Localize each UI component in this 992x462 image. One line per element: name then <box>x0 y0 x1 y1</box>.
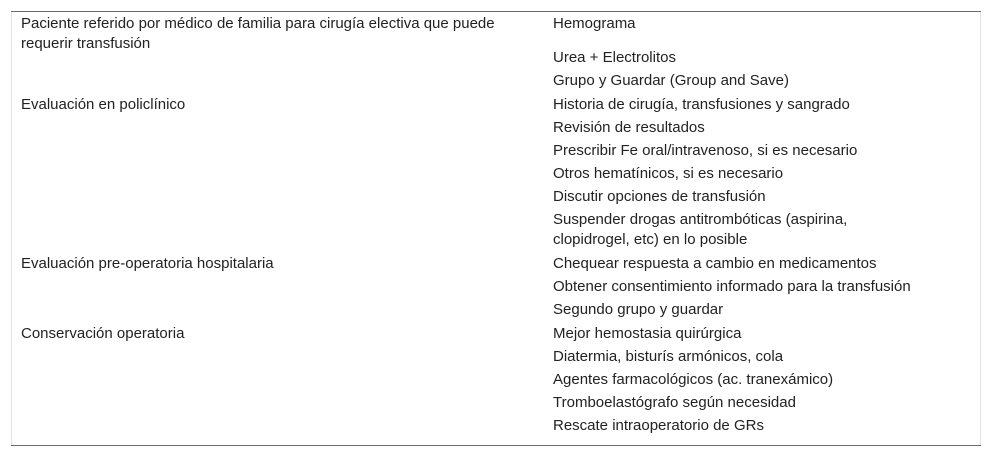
stage-cell: Paciente referido por médico de familia para cirugía electiva que puede requerir transfusión <box>21 15 495 52</box>
list-item: Diatermia, bisturís armónicos, cola <box>553 348 784 365</box>
list-item: Discutir opciones de transfusión <box>553 188 766 205</box>
list-item: Rescate intraoperatorio de GRs <box>553 417 764 434</box>
list-item: Segundo grupo y guardar <box>553 301 724 318</box>
list-item: Agentes farmacológicos (ac. tranexámico) <box>553 371 834 388</box>
transfusion-protocol-table <box>11 11 981 446</box>
list-item: Chequear respuesta a cambio en medicamentos <box>553 255 877 272</box>
table-row <box>11 254 981 324</box>
items-cell <box>542 254 980 323</box>
list-item: Historia de cirugía, transfusiones y sangrado <box>553 96 850 113</box>
list-item: Obtener consentimiento informado para la transfusión <box>553 278 911 295</box>
list-item: Otros hematínicos, si es necesario <box>553 165 784 182</box>
list-item: Mejor hemostasia quirúrgica <box>553 325 742 342</box>
stage-cell: Conservación operatoria <box>21 325 185 342</box>
list-item: Hemograma <box>553 15 636 32</box>
items-cell <box>542 324 980 439</box>
list-item: Tromboelastógrafo según necesidad <box>553 394 796 411</box>
list-item: Urea + Electrolitos <box>553 49 676 66</box>
table-row <box>11 12 981 95</box>
table-row <box>11 324 981 445</box>
list-item: Grupo y Guardar (Group and Save) <box>553 72 789 89</box>
list-item: Suspender drogas antitrombóticas (aspirina, clopidrogel, etc) en lo posible <box>553 211 848 248</box>
stage-cell: Evaluación en policlínico <box>21 96 186 113</box>
items-cell <box>542 14 980 94</box>
list-item: Prescribir Fe oral/intravenoso, si es necesario <box>553 142 858 159</box>
table-row <box>11 95 981 254</box>
stage-cell: Evaluación pre-operatoria hospitalaria <box>21 255 274 272</box>
list-item: Revisión de resultados <box>553 119 705 136</box>
items-cell <box>542 95 980 253</box>
